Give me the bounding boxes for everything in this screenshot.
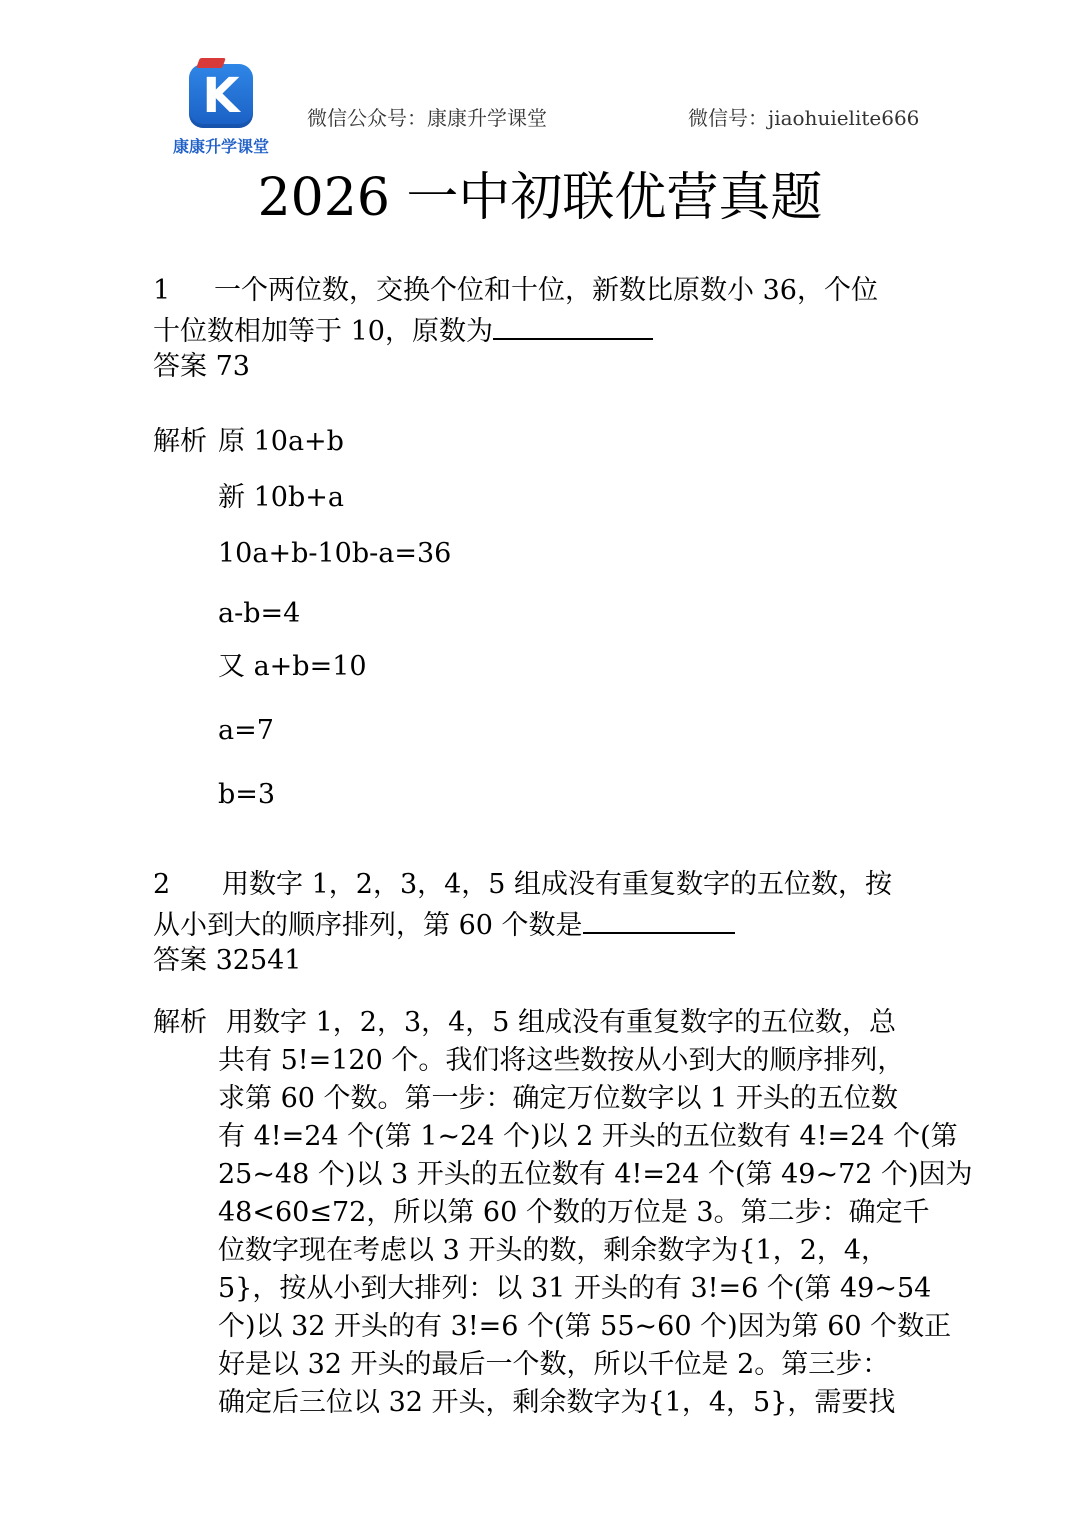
q1-analysis-label: 解析 xyxy=(153,426,207,457)
graduation-cap-icon xyxy=(196,58,226,68)
q1-step: a-b=4 xyxy=(218,598,301,629)
q1-step: 又 a+b=10 xyxy=(218,651,367,682)
q1-text-line1: 一个两位数，交换个位和十位，新数比原数小 36，个位 xyxy=(214,275,878,306)
q1-answer: 答案 73 xyxy=(153,351,250,382)
q1-text-line2: 十位数相加等于 10，原数为 xyxy=(153,312,653,349)
q2-analysis-line: 有 4!=24 个(第 1~24 个)以 2 开头的五位数有 4!=24 个(第 xyxy=(218,1121,958,1152)
q2-analysis-line: 好是以 32 开头的最后一个数，所以千位是 2。第三步： xyxy=(218,1349,890,1380)
q1-answer-blank xyxy=(493,312,653,340)
q2-analysis-line: 个)以 32 开头的有 3!=6 个(第 55~60 个)因为第 60 个数正 xyxy=(218,1311,952,1342)
q2-analysis-line: 共有 5!=120 个。我们将这些数按从小到大的顺序排列， xyxy=(218,1045,905,1076)
q2-text-line2: 从小到大的顺序排列，第 60 个数是 xyxy=(153,906,735,943)
q1-step: b=3 xyxy=(218,779,276,810)
q2-analysis-line: 求第 60 个数。第一步：确定万位数字以 1 开头的五位数 xyxy=(218,1083,898,1114)
q2-text-line1: 用数字 1，2，3，4，5 组成没有重复数字的五位数，按 xyxy=(222,869,893,900)
q1-step: 新 10b+a xyxy=(218,482,344,513)
q2-number: 2 xyxy=(153,869,171,900)
q2-answer: 答案 32541 xyxy=(153,945,302,976)
q2-analysis-line: 25~48 个)以 3 开头的五位数有 4!=24 个(第 49~72 个)因为 xyxy=(218,1159,973,1190)
page-title: 2026 一中初联优营真题 xyxy=(257,168,823,228)
q2-analysis-line: 48<60≤72，所以第 60 个数的万位是 3。第二步：确定千 xyxy=(218,1197,930,1228)
logo-text: 康康升学课堂 xyxy=(172,137,269,156)
brand-logo xyxy=(164,58,278,158)
q1-number: 1 xyxy=(153,275,171,306)
q2-analysis-line: 5}，按从小到大排列：以 31 开头的有 3!=6 个(第 49~54 xyxy=(218,1273,932,1304)
q2-analysis-line: 位数字现在考虑以 3 开头的数，剩余数字为{1，2，4， xyxy=(218,1235,889,1266)
q2-analysis-line: 用数字 1，2，3，4，5 组成没有重复数字的五位数，总 xyxy=(226,1007,897,1038)
wechat-id: 微信号：jiaohuielite666 xyxy=(688,106,920,130)
logo-k-icon: K xyxy=(189,64,253,128)
wechat-public-account: 微信公众号：康康升学课堂 xyxy=(307,106,547,130)
q2-analysis-line: 确定后三位以 32 开头，剩余数字为{1，4，5}，需要找 xyxy=(218,1387,896,1418)
q1-step: 10a+b-10b-a=36 xyxy=(218,538,452,569)
q1-step: 原 10a+b xyxy=(218,426,344,457)
q2-analysis-label: 解析 xyxy=(153,1007,207,1038)
q1-step: a=7 xyxy=(218,715,274,746)
q2-answer-blank xyxy=(583,906,735,934)
